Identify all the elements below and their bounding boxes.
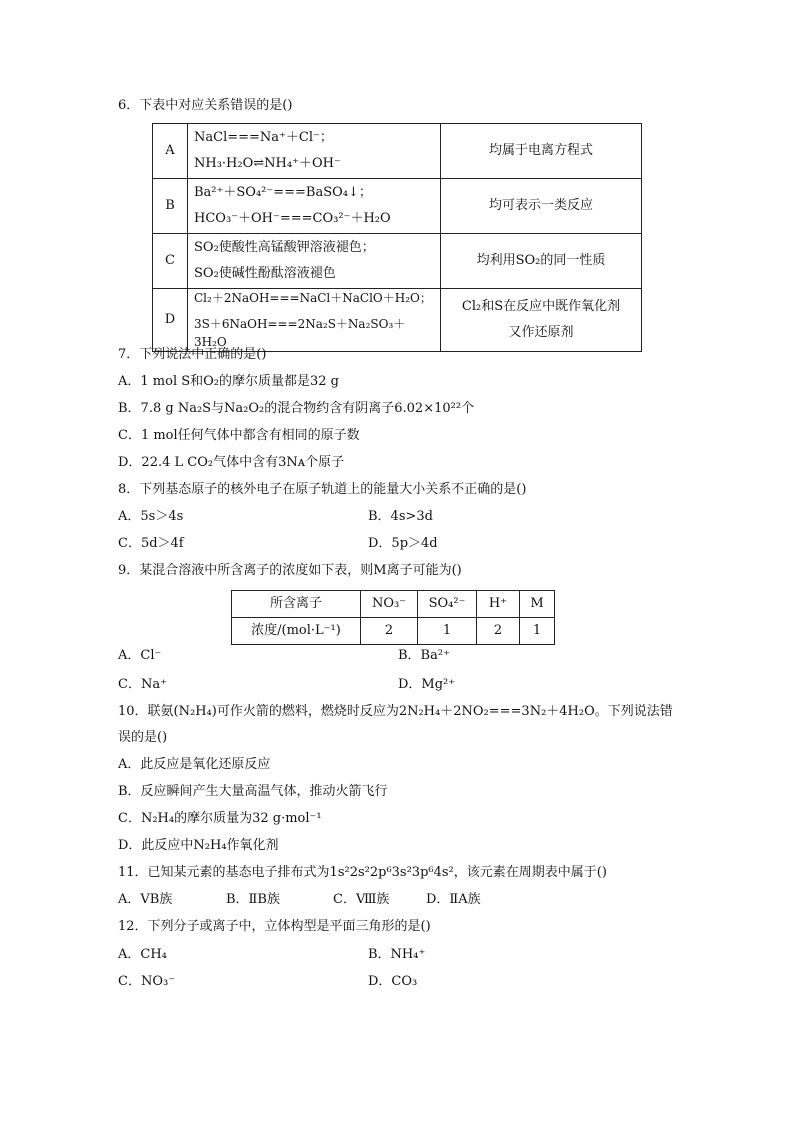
table-cell: 2 xyxy=(361,618,418,645)
table-cell: 1 xyxy=(418,618,477,645)
equation: NH₃·H₂O⇌NH₄⁺＋OH⁻ xyxy=(194,156,341,171)
q9-stem: 9．某混合溶液中所含离子的浓度如下表，则M离子可能为() xyxy=(118,563,462,578)
equations-cell xyxy=(188,289,441,352)
q8-stem: 8．下列基态原子的核外电子在原子轨道上的能量大小关系不正确的是() xyxy=(118,482,527,497)
equation: NaCl===Na⁺＋Cl⁻； xyxy=(194,130,333,145)
q11-stem: 11．已知某元素的基态电子排布式为1s²2s²2p⁶3s²3p⁶4s²，该元素在周期表中属于() xyxy=(118,865,607,880)
table-row xyxy=(153,124,642,179)
equation: Cl₂＋2NaOH===NaCl＋NaClO＋H₂O； xyxy=(194,291,432,305)
table-row xyxy=(153,289,642,352)
q10-stem-cont: 误的是() xyxy=(118,730,168,745)
q11-option-c: C．Ⅷ族 xyxy=(333,892,390,907)
table-header-cell: NO₃⁻ xyxy=(361,591,418,618)
q9-option-c: C．Na⁺ xyxy=(118,677,167,692)
q9-option-b: B．Ba²⁺ xyxy=(398,648,450,663)
row-label: B xyxy=(153,179,188,234)
row-label: D xyxy=(153,289,188,352)
description: 均可表示一类反应 xyxy=(488,198,593,213)
q10-stem: 10．联氨(N₂H₄)可作火箭的燃料，燃烧时反应为2N₂H₄＋2NO₂===3N₂＋4H₂O。下列说法错 xyxy=(118,704,673,719)
row-label: A xyxy=(153,124,188,179)
q9-table xyxy=(231,590,555,645)
equations-cell xyxy=(188,234,441,289)
q7-option-c: C．1 mol任何气体中都含有相同的原子数 xyxy=(118,428,360,443)
q11-option-d: D．ⅡA族 xyxy=(426,892,481,907)
table-cell: 1 xyxy=(520,618,555,645)
q7-option-b: B．7.8 g Na₂S与Na₂O₂的混合物约含有阴离子6.02×10²²个 xyxy=(118,401,475,416)
q7-stem: 7．下列说法中正确的是() xyxy=(118,347,267,362)
table-row xyxy=(153,179,642,234)
q12-option-d: D．CO₃ xyxy=(368,974,418,989)
q8-option-a: A．5s＞4s xyxy=(118,509,184,524)
q8-option-b: B．4s>3d xyxy=(368,509,433,524)
description: 均属于电离方程式 xyxy=(488,143,593,158)
equation: HCO₃⁻＋OH⁻===CO₃²⁻＋H₂O xyxy=(194,211,391,226)
q12-stem: 12．下列分子或离子中，立体构型是平面三角形的是() xyxy=(118,919,431,934)
table-header-cell: 所含离子 xyxy=(232,591,361,618)
table-row xyxy=(232,618,555,645)
description: Cl₂和S在反应中既作氧化剂 xyxy=(461,299,621,314)
row-label: C xyxy=(153,234,188,289)
q6-stem: 6．下表中对应关系错误的是() xyxy=(118,98,293,113)
description-cell xyxy=(441,234,642,289)
table-row xyxy=(232,591,555,618)
equation: Ba²⁺＋SO₄²⁻===BaSO₄↓； xyxy=(194,185,372,200)
table-header-cell: SO₄²⁻ xyxy=(418,591,477,618)
q7-option-d: D．22.4 L CO₂气体中含有3Nᴀ个原子 xyxy=(118,455,345,470)
q9-option-a: A．Cl⁻ xyxy=(118,648,162,663)
q9-option-d: D．Mg²⁺ xyxy=(398,677,456,692)
description: 均利用SO₂的同一性质 xyxy=(476,253,606,268)
q12-option-a: A．CH₄ xyxy=(118,947,167,962)
q12-option-c: C．NO₃⁻ xyxy=(118,974,176,989)
table-row xyxy=(153,234,642,289)
table-header-cell: M xyxy=(520,591,555,618)
description: 又作还原剂 xyxy=(508,325,574,340)
q8-option-c: C．5d＞4f xyxy=(118,536,184,551)
equation: SO₂使酸性高锰酸钾溶液褪色； xyxy=(194,240,375,255)
description-cell xyxy=(441,289,642,352)
description-cell xyxy=(441,124,642,179)
q10-option-a: A．此反应是氧化还原反应 xyxy=(118,757,271,772)
q10-option-c: C．N₂H₄的摩尔质量为32 g·mol⁻¹ xyxy=(118,811,322,826)
equations-cell xyxy=(188,179,441,234)
q10-option-b: B．反应瞬间产生大量高温气体，推动火箭飞行 xyxy=(118,784,388,799)
table-cell: 2 xyxy=(477,618,520,645)
q12-option-b: B．NH₄⁺ xyxy=(368,947,426,962)
q7-option-a: A．1 mol S和O₂的摩尔质量都是32 g xyxy=(118,374,340,389)
q8-option-d: D．5p＞4d xyxy=(368,536,438,551)
q11-option-a: A．ⅤB族 xyxy=(118,892,173,907)
description-cell xyxy=(441,179,642,234)
equations-cell xyxy=(188,124,441,179)
table-header-cell: H⁺ xyxy=(477,591,520,618)
q6-table xyxy=(152,123,642,352)
q10-option-d: D．此反应中N₂H₄作氧化剂 xyxy=(118,838,279,853)
q11-option-b: B．ⅡB族 xyxy=(226,892,280,907)
equation: SO₂使碱性酚酞溶液褪色 xyxy=(194,266,336,281)
table-cell: 浓度/(mol·L⁻¹) xyxy=(232,618,361,645)
equation: 3S＋6NaOH===2Na₂S＋Na₂SO₃＋3H₂O xyxy=(194,317,406,349)
